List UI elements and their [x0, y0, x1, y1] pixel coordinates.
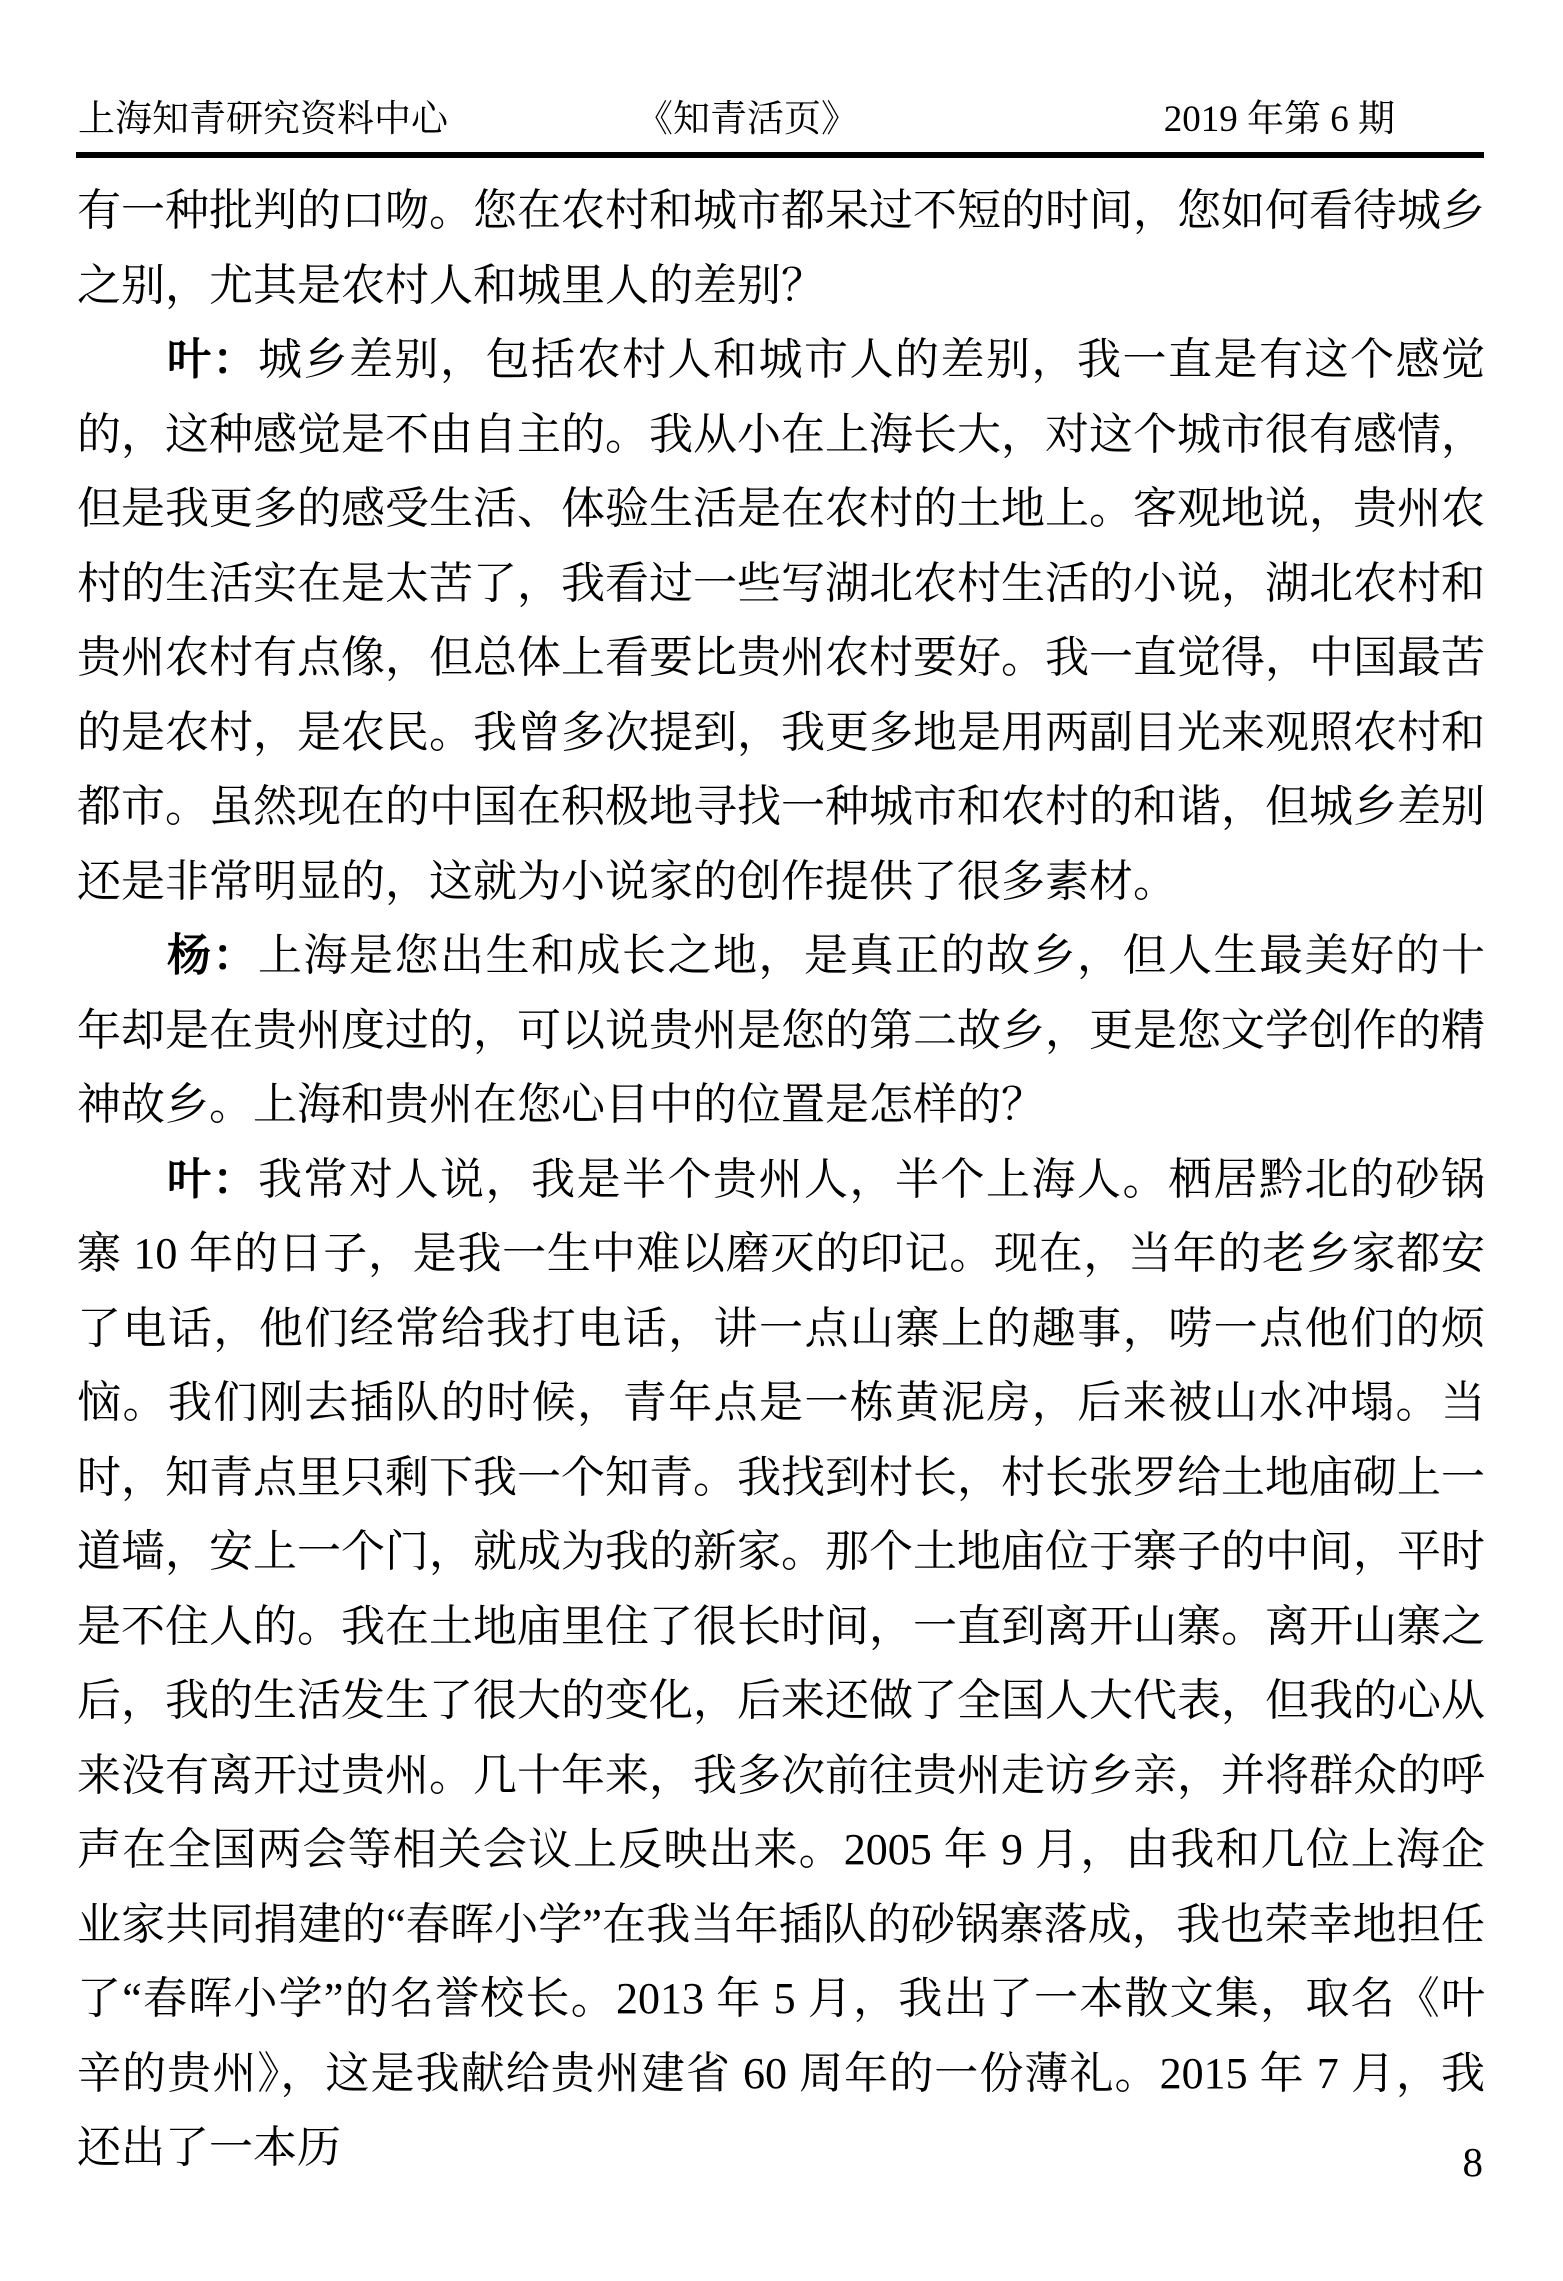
speaker-label-ye: 叶： — [167, 335, 258, 384]
paragraph-text: 我常对人说，我是半个贵州人，半个上海人。栖居黔北的砂锅寨 10 年的日子，是我一生中难以磨灭的印记。现在，当年的老乡家都安了电话，他们经常给我打电话，讲一点山寨上的趣事，唠一点他们的烦恼。我们刚去插队的时候，青年点是一栋黄泥房，后来被山水冲塌。当时，知青点里只剩下我一个知青。我找到村长，村长张罗给土地庙砌上一道墙，安上一个门，就成为我的新家。那个土地庙位于寨子的中间，平时是不住人的。我在土地庙里住了很长时间，一直到离开山寨。离开山寨之后，我的生活发生了很大的变化，后来还做了全国人大代表，但我的心从来没有离开过贵州。几十年来，我多次前往贵州走访乡亲，并将群众的呼声在全国两会等相关会议上反映出来。2005 年 9 月，由我和几位上海企业家共同捐建的“春晖小学”在我当年插队的砂锅寨落成，我也荣幸地担任了“春晖小学”的名誉校长。2013 年 5 月，我出了一本散文集，取名《叶辛的贵州》，这是我献给贵州建省 60 周年的一份薄礼。2015 年 7 月，我还出了一本历 — [77, 1154, 1485, 2172]
speaker-label-ye: 叶： — [167, 1154, 258, 1204]
header-organization: 上海知青研究资料中心 — [78, 99, 448, 140]
header-issue-info: 2019 年第 6 期 — [1163, 99, 1395, 140]
speaker-label-yang: 杨： — [167, 931, 258, 980]
article-body — [77, 174, 1485, 2186]
paragraph-ye-1 — [77, 323, 1485, 919]
paragraph-text: 城乡差别，包括农村人和城市人的差别，我一直是有这个感觉的，这种感觉是不由自主的。我从小在上海长大，对这个城市很有感情，但是我更多的感受生活、体验生活是在农村的土地上。客观地说，贵州农村的生活实在是太苦了，我看过一些写湖北农村生活的小说，湖北农村和贵州农村有点像，但总体上看要比贵州农村要好。我一直觉得，中国最苦的是农村，是农民。我曾多次提到，我更多地是用两副目光来观照农村和都市。虽然现在的中国在积极地寻找一种城市和农村的和谐，但城乡差别还是非常明显的，这就为小说家的创作提供了很多素材。 — [77, 335, 1485, 906]
page-number: 8 — [1462, 2139, 1483, 2185]
page-header — [78, 96, 1395, 144]
paragraph-text: 上海是您出生和成长之地，是真正的故乡，但人生最美好的十年却是在贵州度过的，可以说贵州是您的第二故乡，更是您文学创作的精神故乡。上海和贵州在您心目中的位置是怎样的？ — [77, 931, 1485, 1129]
paragraph-text: 有一种批判的口吻。您在农村和城市都呆过不短的时间，您如何看待城乡之别，尤其是农村人和城里人的差别？ — [77, 186, 1485, 310]
paragraph-continued — [77, 174, 1485, 323]
paragraph-ye-2 — [77, 1143, 1485, 2186]
paragraph-yang-1 — [77, 919, 1485, 1143]
header-publication-title: 《知青活页》 — [636, 99, 858, 140]
header-divider-rule — [76, 152, 1484, 158]
